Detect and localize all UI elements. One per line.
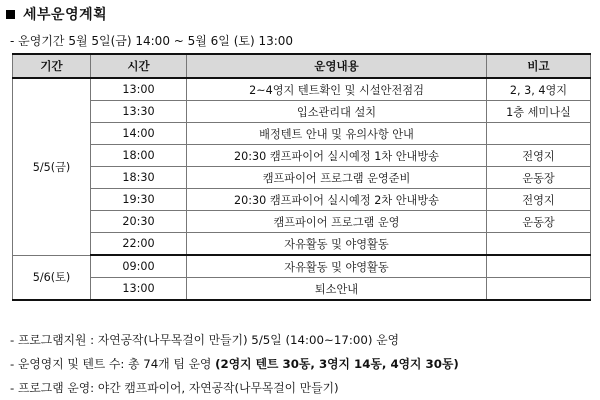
title-row bbox=[6, 5, 107, 23]
operation-period: - 운영기간 5월 5일(금) 14:00 ~ 5월 6일 (토) 13:00 bbox=[10, 34, 294, 48]
note-cell bbox=[487, 255, 591, 278]
time-cell: 22:00 bbox=[91, 233, 187, 256]
note-cell: 전영지 bbox=[487, 189, 591, 211]
program-support-note: - 프로그램지원 : 자연공작(나무목걸이 만들기) 5/5일 (14:00~17:00) 운영 bbox=[10, 333, 400, 347]
table-row bbox=[13, 189, 591, 211]
time-cell: 09:00 bbox=[91, 255, 187, 278]
program-ops-note: - 프로그램 운영: 야간 캠프파이어, 자연공작(나무목걸이 만들기) bbox=[10, 381, 339, 395]
table-row bbox=[13, 167, 591, 189]
header-content: 운영내용 bbox=[187, 54, 487, 78]
campsite-note-bold: (2영지 텐트 30동, 3영지 14동, 4영지 30동) bbox=[215, 357, 459, 371]
content-cell: 캠프파이어 프로그램 운영 bbox=[187, 211, 487, 233]
table-row bbox=[13, 101, 591, 123]
note-cell: 2, 3, 4영지 bbox=[487, 78, 591, 101]
time-cell: 18:30 bbox=[91, 167, 187, 189]
content-cell: 20:30 캠프파이어 실시예정 1차 안내방송 bbox=[187, 145, 487, 167]
table-row bbox=[13, 255, 591, 278]
table-row bbox=[13, 278, 591, 301]
page-title: 세부운영계획 bbox=[23, 7, 108, 23]
header-time: 시간 bbox=[91, 54, 187, 78]
note-cell: 전영지 bbox=[487, 145, 591, 167]
header-note: 비고 bbox=[487, 54, 591, 78]
time-cell: 18:00 bbox=[91, 145, 187, 167]
note-cell: 운동장 bbox=[487, 211, 591, 233]
note-cell bbox=[487, 123, 591, 145]
time-cell: 14:00 bbox=[91, 123, 187, 145]
content-cell: 배정텐트 안내 및 유의사항 안내 bbox=[187, 123, 487, 145]
time-cell: 13:30 bbox=[91, 101, 187, 123]
table-row bbox=[13, 211, 591, 233]
content-cell: 2~4영지 텐트확인 및 시설안전점검 bbox=[187, 78, 487, 101]
campsite-note bbox=[10, 355, 459, 372]
header-date: 기간 bbox=[13, 54, 91, 78]
time-cell: 20:30 bbox=[91, 211, 187, 233]
date-cell: 5/5(금) bbox=[13, 78, 91, 255]
time-cell: 13:00 bbox=[91, 78, 187, 101]
content-cell: 입소관리대 설치 bbox=[187, 101, 487, 123]
time-cell: 19:30 bbox=[91, 189, 187, 211]
content-cell: 퇴소안내 bbox=[187, 278, 487, 301]
content-cell: 20:30 캠프파이어 실시예정 2차 안내방송 bbox=[187, 189, 487, 211]
time-cell: 13:00 bbox=[91, 278, 187, 301]
content-cell: 자유활동 및 야영활동 bbox=[187, 233, 487, 256]
campsite-note-text: - 운영영지 및 텐트 수: 총 74개 팀 운영 bbox=[10, 357, 216, 371]
content-cell: 캠프파이어 프로그램 운영준비 bbox=[187, 167, 487, 189]
table-header-row bbox=[13, 54, 591, 78]
table-row bbox=[13, 123, 591, 145]
note-cell: 1층 세미나실 bbox=[487, 101, 591, 123]
date-cell: 5/6(토) bbox=[13, 255, 91, 300]
note-cell bbox=[487, 278, 591, 301]
content-cell: 자유활동 및 야영활동 bbox=[187, 255, 487, 278]
table-row bbox=[13, 145, 591, 167]
note-cell: 운동장 bbox=[487, 167, 591, 189]
square-bullet-icon bbox=[6, 10, 15, 19]
table-row bbox=[13, 78, 591, 101]
schedule-table bbox=[12, 53, 591, 301]
note-cell bbox=[487, 233, 591, 256]
table-row bbox=[13, 233, 591, 256]
